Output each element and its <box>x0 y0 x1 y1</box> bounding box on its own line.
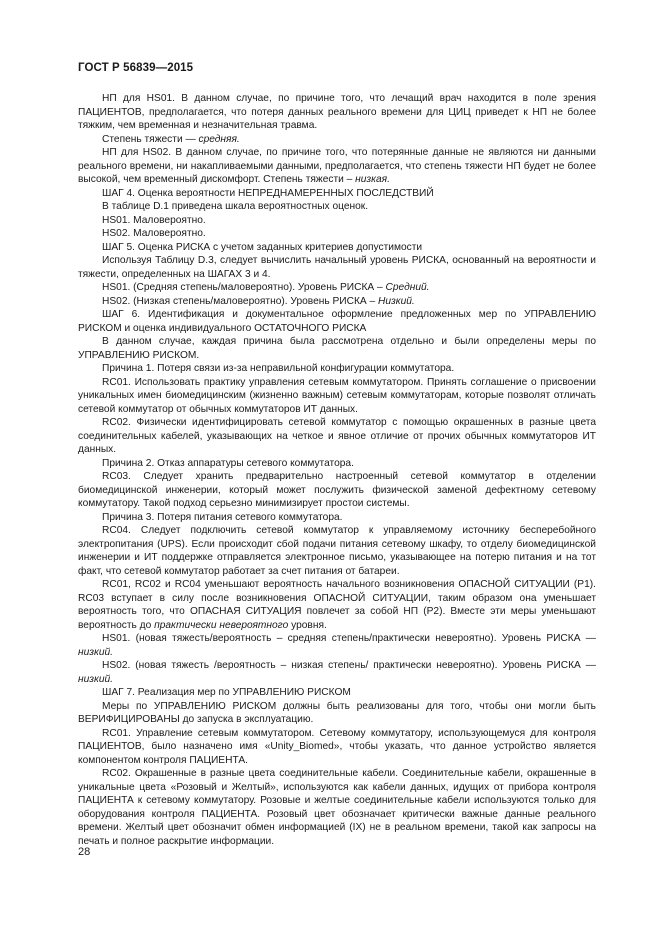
paragraph-text: RC04. Следует подключить сетевой коммутатор к управляемому источнику бесперебойного электропитания (UPS). Если происходит сбой подачи питания сетевому шкафу, то отделу биомедицинской инженерии и ИТ поддержке отправляется электронное письмо, указывающее на потерю питания и на тот факт, что сетевой коммутатор работает за счет питания от батареи. <box>78 525 596 577</box>
italic-text: Средний. <box>385 282 430 293</box>
italic-text: средняя. <box>198 133 240 145</box>
paragraph <box>78 133 596 147</box>
paragraph <box>78 727 596 768</box>
paragraph-text: Причина 3. Потеря питания сетевого коммутатора. <box>102 511 343 523</box>
paragraph <box>78 457 596 471</box>
paragraph <box>78 146 596 187</box>
paragraph-text: HS02. (новая тяжесть /вероятность – низкая степень/ практически невероятно). Уровень РИСКА — <box>102 660 596 671</box>
paragraph <box>78 659 596 686</box>
paragraph-text: Меры по УПРАВЛЕНИЮ РИСКОМ должны быть реализованы для того, чтобы они могли быть ВЕРИФИЦИРОВАНЫ до запуска в эксплуатацию. <box>78 700 596 725</box>
paragraph-text: НП для HS01. В данном случае, по причине того, что лечащий врач находится в поле зрения ПАЦИЕНТОВ, предполагается, что потеря данных реального времени для ЦИЦ приведет к НП не более тяжким, чем временная и незначительная травма. <box>78 93 596 131</box>
italic-text: практически невероятного <box>154 619 289 631</box>
paragraph-text: HS01. Маловероятно. <box>102 214 206 226</box>
paragraph-text: RC02. Окрашенные в разные цвета соединительные кабели. Соединительные кабели, окрашенные в уникальные цвета «Розовый и Желтый», используются как кабели данных, идущих от прибора контроля ПАЦИЕНТА к сетевому коммутатору. Розовые и желтые соединительные кабели используются только для оборудования контроля ПАЦИЕНТА. Розовый цвет обозначает критически важные данные реального времени. Желтый цвет обозначит обмен информацией (IX) не в реальном времени, такой как запросы на печать и полное раскрытие информации. <box>78 768 596 847</box>
page-number: 28 <box>78 846 91 858</box>
paragraph <box>78 511 596 525</box>
paragraph-text: RC03. Следует хранить предварительно настроенный сетевой коммутатор в отделении биомедицинской инженерии, который может послужить физической заменой дефектному сетевому коммутатору. Такой подход серьезно минимизирует простои системы. <box>78 471 596 509</box>
paragraph <box>78 335 596 362</box>
paragraph-text: Причина 2. Отказ аппаратуры сетевого коммутатора. <box>102 457 354 469</box>
paragraph <box>78 416 596 457</box>
paragraph <box>78 524 596 578</box>
paragraph-text: ШАГ 5. Оценка РИСКА с учетом заданных критериев допустимости <box>102 241 423 253</box>
italic-text: низкий. <box>78 646 113 658</box>
paragraph-text: Степень тяжести — <box>102 133 199 145</box>
paragraph <box>78 767 596 848</box>
paragraph <box>78 241 596 255</box>
paragraph <box>78 254 596 281</box>
document-header: ГОСТ Р 56839—2015 <box>78 62 194 74</box>
italic-text: низкий. <box>78 673 113 685</box>
paragraph <box>78 632 596 659</box>
paragraph <box>78 362 596 376</box>
paragraph <box>78 700 596 727</box>
paragraph-text: HS01. (Средняя степень/маловероятно). Уровень РИСКА – <box>102 282 386 293</box>
paragraph <box>78 281 596 295</box>
paragraph-text: уровня. <box>288 619 327 631</box>
paragraph-text: RC01. Управление сетевым коммутатором. Сетевому коммутатору, использующемуся для контроля ПАЦИЕНТОВ, было назначено имя «Unity_Biomed», чтобы указать, что данное устройство является компонентом контроля ПАЦИЕНТА. <box>78 727 596 766</box>
paragraph-text: ШАГ 7. Реализация мер по УПРАВЛЕНИЮ РИСКОМ <box>102 687 351 698</box>
paragraph-text: ШАГ 4. Оценка вероятности НЕПРЕДНАМЕРЕННЫХ ПОСЛЕДСТВИЙ <box>102 187 434 199</box>
paragraph <box>78 470 596 511</box>
paragraph-text: ШАГ 6. Идентификация и документальное оформление предложенных мер по УПРАВЛЕНИЮ РИСКОМ и оценка индивидуального ОСТАТОЧНОГО РИСКА <box>78 309 596 334</box>
paragraph <box>78 686 596 700</box>
paragraph <box>78 308 596 335</box>
paragraph <box>78 227 596 241</box>
paragraph <box>78 92 596 133</box>
paragraph <box>78 200 596 214</box>
paragraph <box>78 578 596 632</box>
italic-text: Низкий. <box>378 295 415 307</box>
document-body <box>78 92 596 848</box>
paragraph-text: В данном случае, каждая причина была рассмотрена отдельно и были определены меры по УПРАВЛЕНИЮ РИСКОМ. <box>78 336 596 361</box>
paragraph-text: HS02. Маловероятно. <box>102 228 206 239</box>
paragraph <box>78 295 596 309</box>
italic-text: низкая. <box>355 174 390 185</box>
paragraph-text: RC02. Физически идентифицировать сетевой коммутатор с помощью окрашенных в разные цвета соединительных кабелей, указывающих на четкое и явное отличие от прочих обычных коммутаторов ИТ данных. <box>78 417 596 455</box>
paragraph-text: Причина 1. Потеря связи из-за неправильной конфигурации коммутатора. <box>102 363 455 374</box>
paragraph <box>78 376 596 417</box>
paragraph-text: RC01, RC02 и RC04 уменьшают вероятность начального возникновения ОПАСНОЙ СИТУАЦИИ (Р1). RC03 вступает в силу после возникновения ОПАСНОЙ СИТУАЦИИ, таким образом она уменьшает вероятность того, что ОПАСНАЯ СИТУАЦИЯ повлечет за собой НП (Р2). Вместе эти меры уменьшают вероятность до <box>78 579 596 631</box>
paragraph <box>78 214 596 228</box>
paragraph-text: HS01. (новая тяжесть/вероятность – средняя степень/практически невероятно). Уровень РИСКА — <box>102 633 596 644</box>
paragraph-text: Используя Таблицу D.3, следует вычислить начальный уровень РИСКА, основанный на вероятности и тяжести, определенных на ШАГАХ 3 и 4. <box>78 255 596 280</box>
paragraph-text: HS02. (Низкая степень/маловероятно). Уровень РИСКА – <box>102 295 379 307</box>
paragraph-text: RC01. Использовать практику управления сетевым коммутатором. Принять соглашение о присвоении уникальных имен биомедицинским (жизненно важным) сетевым коммутаторам, которые позволят отличать сетевой коммутатор от обычных коммутаторов ИТ данных. <box>78 376 596 415</box>
paragraph-text: В таблице D.1 приведена шкала вероятностных оценок. <box>102 201 369 212</box>
paragraph-text: НП для HS02. В данном случае, по причине того, что потерянные данные не являются ни данными реального времени, ни накапливаемыми данными, предполагается, что степень тяжести НП будет не более высокой, чем временный дискомфорт. Степень тяжести – <box>78 147 596 185</box>
paragraph <box>78 187 596 201</box>
